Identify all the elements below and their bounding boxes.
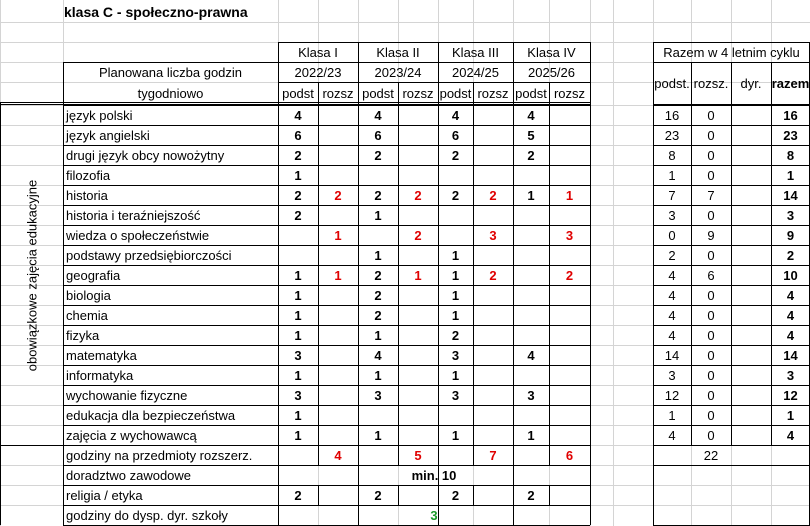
religion-value: 2	[294, 487, 302, 503]
hours-cell: 2	[527, 147, 535, 163]
hours-cell: 1	[294, 167, 302, 183]
subject-name: geografia	[66, 267, 121, 283]
summary-cell: 0	[707, 207, 715, 223]
subject-name: filozofia	[66, 167, 111, 183]
hours-cell: 5	[527, 127, 535, 143]
summary-cell: 2	[786, 247, 795, 263]
summary-cell: 4	[668, 307, 676, 323]
hours-cell: 1	[451, 267, 460, 283]
summary-cell: 4	[668, 327, 676, 343]
extended-hours-value: 7	[489, 447, 497, 463]
summary-cell: 1	[786, 167, 795, 183]
advisory-label: doradztwo zawodowe	[66, 467, 192, 483]
extended-hours-value: 4	[334, 447, 342, 463]
religion-value: 2	[527, 487, 535, 503]
religion-label: religia / etyka	[66, 487, 143, 503]
subheader-rozsz: rozsz	[322, 85, 354, 101]
subheader-podst: podst	[362, 85, 394, 101]
hours-cell: 4	[527, 347, 535, 363]
subject-name: zajęcia z wychowawcą	[66, 427, 197, 443]
summary-cell: 23	[664, 127, 680, 143]
summary-cell: 14	[783, 187, 798, 203]
hours-cell: 4	[527, 107, 535, 123]
subject-name: wiedza o społeczeństwie	[66, 227, 210, 243]
summary-cell: 6	[707, 267, 715, 283]
summary-cell: 0	[707, 107, 715, 123]
hours-cell: 1	[451, 247, 460, 263]
subject-name: podstawy przedsiębiorczości	[66, 247, 232, 263]
summary-cell: 3	[786, 207, 795, 223]
hours-cell: 3	[565, 227, 574, 243]
summary-cell: 1	[668, 167, 676, 183]
summary-cell: 7	[707, 187, 715, 203]
summary-cell: 3	[668, 207, 676, 223]
summary-cell: 4	[786, 427, 795, 443]
summary-cell: 16	[783, 107, 798, 123]
hours-cell: 1	[414, 267, 422, 283]
hours-cell: 1	[374, 247, 382, 263]
extended-hours-value: 6	[565, 447, 574, 463]
extended-hours-value: 5	[414, 447, 422, 463]
hours-cell: 6	[451, 127, 460, 143]
hours-cell: 4	[374, 107, 382, 123]
hours-cell: 1	[374, 367, 382, 383]
subject-name: matematyka	[66, 347, 137, 363]
hours-cell: 2	[334, 187, 342, 203]
hours-cell: 2	[374, 307, 382, 323]
summary-cell: 4	[786, 307, 795, 323]
subject-name: język angielski	[66, 127, 150, 143]
subject-name: drugi język obcy nowożytny	[66, 147, 225, 163]
summary-cell: 9	[786, 227, 795, 243]
summary-cell: 12	[783, 387, 798, 403]
summary-cell: 4	[786, 287, 795, 303]
hours-cell: 4	[374, 347, 382, 363]
hours-cell: 4	[294, 107, 302, 123]
summary-cell: 23	[783, 127, 798, 143]
summary-cell: 2	[668, 247, 676, 263]
subject-name: edukacja dla bezpieczeństwa	[66, 407, 236, 423]
hours-cell: 1	[527, 427, 535, 443]
subheader-podst: podst	[439, 85, 472, 101]
extended-hours-label: godziny na przedmioty rozszerz.	[66, 447, 253, 463]
hours-cell: 1	[451, 427, 460, 443]
hours-cell: 2	[451, 327, 460, 343]
religion-value: 2	[451, 487, 460, 503]
summary-cell: 3	[786, 367, 795, 383]
hours-cell: 1	[374, 327, 382, 343]
hours-cell: 2	[294, 187, 302, 203]
subheader-rozsz: rozsz	[477, 85, 509, 101]
summary-cell: 0	[707, 327, 715, 343]
summary-cell: 0	[707, 147, 715, 163]
class-name-4: Klasa IV	[527, 44, 576, 60]
hours-cell: 2	[451, 187, 460, 203]
summary-cell: 0	[707, 427, 715, 443]
summary-cell: 10	[783, 267, 798, 283]
class-years-3: 2024/25	[452, 64, 499, 80]
hours-cell: 2	[374, 147, 382, 163]
summary-cell: 0	[707, 347, 715, 363]
hours-cell: 2	[489, 187, 497, 203]
group-label-vertical: obowiązkowe zajęcia edukacyjne	[24, 179, 39, 371]
summary-col-1: rozsz.	[693, 76, 729, 91]
sheet-title: klasa C - społeczno-prawna	[64, 4, 248, 20]
hours-cell: 1	[294, 287, 302, 303]
hours-cell: 1	[451, 367, 460, 383]
hours-cell: 1	[527, 187, 535, 203]
summary-cell: 1	[786, 407, 795, 423]
summary-col-2: dyr.	[740, 76, 762, 91]
hours-cell: 3	[527, 387, 535, 403]
summary-cell: 0	[707, 127, 715, 143]
hours-cell: 1	[374, 427, 382, 443]
subject-name: historia i teraźniejszość	[66, 207, 201, 223]
class-name-2: Klasa II	[376, 44, 420, 60]
summary-cell: 0	[707, 247, 715, 263]
summary-cell: 0	[668, 227, 676, 243]
summary-cell: 8	[786, 147, 795, 163]
director-hours-label: godziny do dysp. dyr. szkoły	[66, 507, 228, 523]
summary-cell: 0	[707, 167, 715, 183]
hours-cell: 2	[451, 147, 460, 163]
summary-cell: 0	[707, 407, 715, 423]
hours-cell: 1	[334, 227, 342, 243]
summary-cell: 4	[668, 287, 676, 303]
hours-cell: 2	[294, 147, 302, 163]
hours-cell: 3	[489, 227, 497, 243]
hours-cell: 2	[414, 187, 422, 203]
hours-cell: 1	[294, 427, 302, 443]
summary-cell: 4	[668, 267, 676, 283]
subject-name: biologia	[66, 287, 111, 303]
hours-cell: 1	[565, 187, 574, 203]
hours-cell: 2	[489, 267, 497, 283]
subheader-rozsz: rozsz	[402, 85, 434, 101]
hours-cell: 1	[374, 207, 382, 223]
hours-cell: 3	[374, 387, 382, 403]
hours-cell: 2	[565, 267, 574, 283]
hours-cell: 2	[374, 187, 382, 203]
extended-hours-sum: 22	[703, 447, 719, 463]
hours-cell: 2	[414, 227, 422, 243]
hours-cell: 3	[294, 387, 302, 403]
subheader-podst: podst	[515, 85, 547, 101]
subject-name: fizyka	[66, 327, 100, 343]
summary-cell: 12	[664, 387, 680, 403]
hours-cell: 1	[294, 307, 302, 323]
class-name-3: Klasa III	[452, 44, 499, 60]
summary-col-0: podst.	[654, 76, 690, 91]
class-name-1: Klasa I	[298, 44, 338, 60]
subject-name: historia	[66, 187, 108, 203]
hours-cell: 3	[451, 347, 460, 363]
hours-cell: 2	[294, 207, 302, 223]
summary-cell: 4	[786, 327, 795, 343]
summary-col-3: razem	[771, 76, 810, 91]
summary-title: Razem w 4 letnim cyklu	[663, 44, 800, 60]
class-years-2: 2023/24	[374, 64, 422, 80]
subject-name: język polski	[66, 107, 133, 123]
summary-cell: 4	[668, 427, 676, 443]
hours-cell: 3	[451, 387, 460, 403]
summary-cell: 0	[707, 307, 715, 323]
planned-hours-label-2: tygodniowo	[137, 85, 204, 101]
subheader-rozsz: rozsz	[553, 85, 586, 101]
summary-cell: 0	[707, 287, 715, 303]
hours-cell: 3	[294, 347, 302, 363]
advisory-value: min. 10	[411, 467, 457, 483]
planned-hours-label: Planowana liczba godzin	[98, 64, 243, 80]
summary-cell: 16	[664, 107, 680, 123]
hours-cell: 1	[294, 367, 302, 383]
summary-cell: 3	[668, 367, 676, 383]
summary-cell: 0	[707, 387, 715, 403]
hours-cell: 1	[294, 407, 302, 423]
hours-cell: 1	[294, 327, 302, 343]
subject-name: wychowanie fizyczne	[66, 387, 188, 403]
summary-cell: 1	[668, 407, 676, 423]
summary-cell: 9	[707, 227, 715, 243]
hours-cell: 6	[374, 127, 382, 143]
hours-cell: 2	[374, 267, 382, 283]
summary-cell: 14	[664, 347, 680, 363]
summary-cell: 8	[668, 147, 676, 163]
summary-cell: 14	[783, 347, 798, 363]
religion-value: 2	[374, 487, 382, 503]
hours-cell: 4	[451, 107, 460, 123]
class-years-1: 2022/23	[294, 64, 342, 80]
summary-cell: 0	[707, 367, 715, 383]
summary-cell: 7	[668, 187, 676, 203]
subject-name: informatyka	[66, 367, 134, 383]
hours-cell: 1	[451, 307, 460, 323]
hours-cell: 1	[334, 267, 342, 283]
hours-cell: 2	[374, 287, 382, 303]
hours-cell: 1	[451, 287, 460, 303]
subject-name: chemia	[66, 307, 108, 323]
subheader-podst: podst	[282, 85, 314, 101]
hours-cell: 1	[294, 267, 302, 283]
hours-cell: 6	[294, 127, 302, 143]
class-years-4: 2025/26	[528, 64, 575, 80]
director-hours-value: 3	[430, 507, 438, 523]
